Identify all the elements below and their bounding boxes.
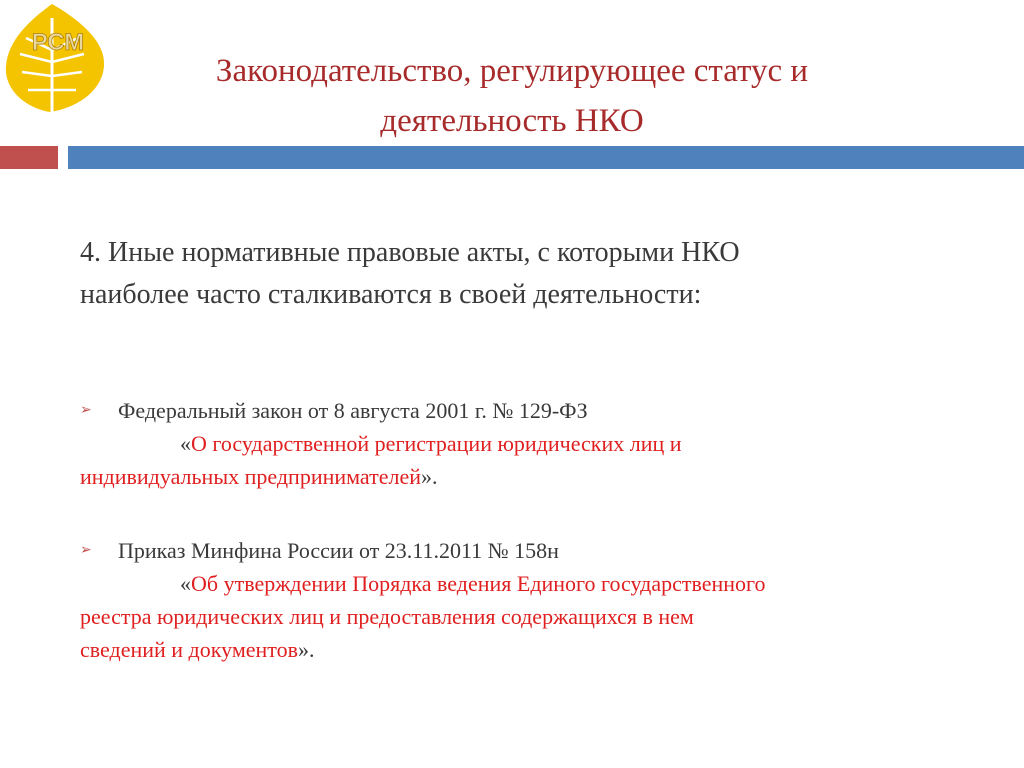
section-heading <box>80 232 980 316</box>
law-name-line-1: О государственной регистрации юридических лиц и <box>191 431 682 456</box>
open-quote: « <box>180 571 191 596</box>
open-quote: « <box>180 431 191 456</box>
slide-title <box>140 46 884 146</box>
heading-line-2: наиболее часто сталкиваются в своей деятельности: <box>80 279 702 310</box>
logo-text: РСМ <box>31 29 85 56</box>
heading-line-1: 4. Иные нормативные правовые акты, с которыми НКО <box>80 237 740 268</box>
birch-leaf-icon <box>0 0 112 124</box>
close-quote: ». <box>298 637 315 662</box>
law-name-line-1: Об утверждении Порядка ведения Единого государственного <box>191 571 766 596</box>
law-name-line-2: индивидуальных предпринимателей <box>80 464 421 489</box>
accent-bar-blue <box>68 146 1024 169</box>
law-name-line-3: сведений и документов <box>80 637 299 662</box>
list-item <box>80 534 960 666</box>
list-item <box>80 394 960 493</box>
accent-bar-red <box>0 146 58 169</box>
title-line-2: деятельность НКО <box>380 103 644 139</box>
arrow-bullet-icon: ➢ <box>80 543 92 558</box>
close-quote: ». <box>421 464 438 489</box>
law-reference: Приказ Минфина России от 23.11.2011 № 158н <box>118 538 559 563</box>
arrow-bullet-icon: ➢ <box>80 403 92 418</box>
title-line-1: Законодательство, регулирующее статус и <box>215 53 809 89</box>
law-name-line-2: реестра юридических лиц и предоставления содержащихся в нем <box>80 604 694 629</box>
logo <box>0 0 112 124</box>
law-reference: Федеральный закон от 8 августа 2001 г. № 129-ФЗ <box>118 398 588 423</box>
